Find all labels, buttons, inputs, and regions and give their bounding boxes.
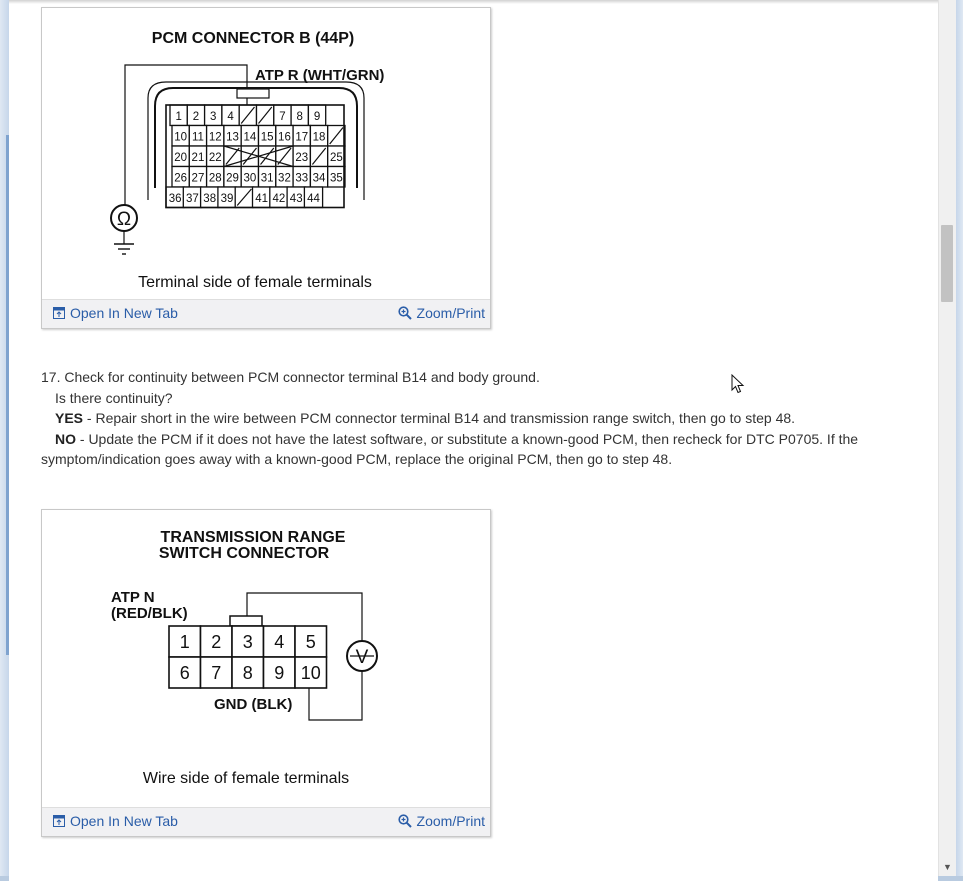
pcm-connector-svg [42, 8, 490, 299]
switch-terminal-number: 1 [179, 632, 190, 652]
switch-title-line1: TRANSMISSION RANGE [160, 529, 346, 546]
pcm-terminal-number: 8 [296, 111, 303, 123]
no-label: NO [55, 430, 76, 447]
open-in-new-tab-link-2[interactable] [53, 813, 178, 829]
pcm-terminal-number: 15 [260, 131, 274, 144]
step-yes-branch [41, 408, 901, 429]
pcm-terminal-number: 1 [175, 111, 182, 123]
zoom-print-link-2[interactable] [398, 813, 485, 829]
pcm-terminal-number: 42 [272, 193, 286, 205]
pcm-terminal-number: 22 [208, 152, 222, 164]
pcm-terminal-number: 23 [295, 152, 309, 164]
pcm-connector-figure [41, 7, 491, 329]
atp-n-color-label: (RED/BLK) [111, 605, 188, 622]
pcm-terminal-number: 3 [210, 111, 217, 123]
switch-terminal-number: 10 [300, 663, 321, 683]
pcm-terminal-number: 37 [186, 193, 199, 205]
pcm-terminal-number: 20 [174, 152, 188, 164]
pcm-terminal-number: 4 [227, 111, 234, 123]
pcm-terminal-number: 9 [313, 111, 321, 123]
switch-terminal-number: 8 [242, 663, 253, 683]
pcm-terminal-number: 38 [203, 193, 217, 205]
open-in-new-tab-label: Open In New Tab [70, 813, 178, 829]
pcm-terminal-grid [166, 105, 345, 208]
scroll-down-arrow-icon[interactable]: ▼ [943, 862, 952, 872]
switch-terminal-grid [169, 626, 327, 688]
voltmeter-glyph: V [355, 647, 369, 668]
vertical-scrollbar[interactable] [938, 0, 956, 876]
zoom-icon [398, 814, 412, 828]
top-shadow [9, 0, 938, 4]
switch-terminal-number: 7 [211, 663, 222, 683]
pcm-terminal-number: 34 [312, 172, 326, 185]
mouse-cursor-icon [731, 374, 745, 394]
pcm-terminal-number: 35 [329, 172, 343, 185]
ohmmeter-glyph: Ω [116, 209, 132, 230]
pcm-connector-diagram [42, 8, 490, 299]
switch-terminal-number: 3 [242, 632, 253, 652]
zoom-print-label: Zoom/Print [416, 305, 485, 321]
document-content [9, 0, 938, 881]
connector-lock-tab [237, 89, 269, 98]
pcm-terminal-number: 26 [174, 172, 188, 185]
switch-caption: Wire side of female terminals [142, 770, 350, 787]
pcm-terminal-number: 30 [243, 172, 257, 185]
switch-lock-tab [230, 616, 262, 626]
pcm-wire-label: ATP R (WHT/GRN) [255, 67, 385, 84]
yes-text: - Repair short in the wire between PCM connector terminal B14 and transmission range switch, then go to step 48. [83, 410, 796, 426]
open-in-new-tab-label: Open In New Tab [70, 305, 178, 321]
yes-label: YES [55, 410, 84, 426]
step-question: Is there continuity? [55, 389, 173, 406]
scrollbar-thumb[interactable] [941, 225, 953, 302]
pcm-terminal-number: 14 [243, 131, 257, 144]
pcm-terminal-number: 36 [168, 193, 182, 205]
zoom-print-link[interactable] [398, 305, 485, 321]
new-tab-icon [53, 307, 65, 319]
switch-terminal-number: 9 [274, 663, 285, 683]
pcm-terminal-number: 2 [192, 111, 200, 123]
window-right-border [956, 0, 963, 881]
gnd-label: GND (BLK) [214, 696, 293, 713]
new-tab-icon [53, 815, 65, 827]
pcm-figure-toolbar [42, 299, 490, 328]
pcm-terminal-number: 21 [191, 152, 205, 164]
pcm-terminal-number: 27 [191, 172, 205, 185]
pcm-terminal-number: 11 [191, 131, 204, 144]
pcm-terminal-number: 32 [278, 172, 291, 185]
step-no-branch [41, 429, 901, 470]
pcm-terminal-number: 31 [260, 172, 274, 185]
open-in-new-tab-link[interactable] [53, 305, 178, 321]
switch-terminal-number: 4 [274, 632, 285, 652]
zoom-icon [398, 306, 412, 320]
switch-terminal-number: 5 [305, 632, 316, 652]
pcm-terminal-number: 43 [289, 193, 303, 205]
pcm-diagram-title: PCM CONNECTOR B (44P) [151, 30, 355, 47]
zoom-print-label: Zoom/Print [416, 813, 485, 829]
switch-figure-toolbar [42, 807, 490, 836]
pcm-caption: Terminal side of female terminals [138, 274, 372, 291]
pcm-terminal-number: 28 [208, 172, 222, 185]
pcm-terminal-number: 16 [278, 131, 291, 144]
pcm-terminal-number: 41 [255, 193, 268, 205]
switch-title-line2: SWITCH CONNECTOR [158, 545, 330, 562]
switch-terminal-number: 2 [211, 632, 222, 652]
no-text: - Update the PCM if it does not have the latest software, or substitute a known-good PCM, then recheck for DTC P0705. If the symptom/indication goes away with a known-good PCM, replace the original PCM, then go to step 48. [41, 430, 859, 467]
pcm-terminal-number: 10 [174, 131, 188, 144]
switch-terminal-number: 6 [179, 663, 190, 683]
pcm-terminal-number: 13 [226, 131, 239, 144]
step-instruction: 17. Check for continuity between PCM connector terminal B14 and body ground. [41, 369, 540, 385]
pcm-terminal-number: 7 [279, 111, 286, 123]
pcm-terminal-number: 25 [329, 152, 343, 164]
range-switch-svg [42, 510, 490, 807]
pcm-terminal-number: 39 [220, 193, 234, 205]
procedure-step-17 [41, 367, 901, 470]
pcm-terminal-number: 12 [208, 131, 222, 144]
atp-n-label: ATP N [111, 589, 155, 606]
window-left-border [0, 0, 9, 881]
range-switch-diagram [42, 510, 490, 807]
range-switch-figure [41, 509, 491, 837]
pcm-terminal-number: 17 [295, 131, 309, 144]
pcm-terminal-number: 44 [307, 193, 320, 205]
pcm-terminal-number: 29 [226, 172, 239, 185]
pcm-terminal-number: 33 [295, 172, 309, 185]
pcm-terminal-number: 18 [312, 131, 326, 144]
